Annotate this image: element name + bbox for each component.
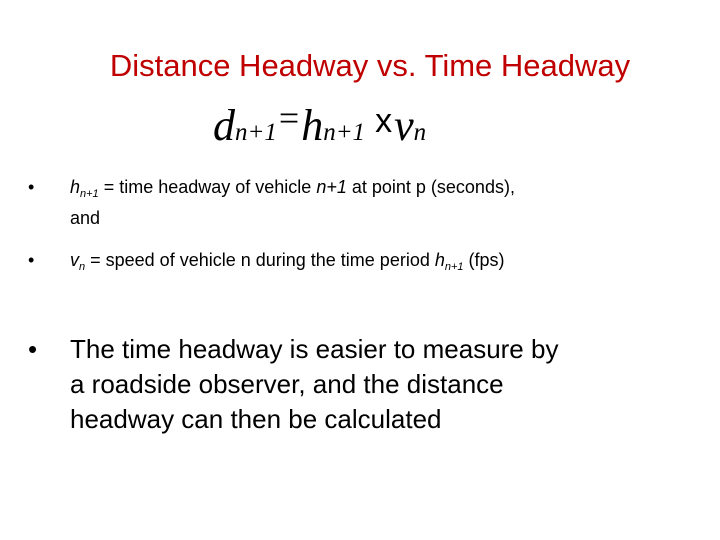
formula-v: v [394, 101, 414, 150]
bullet-line: a roadside observer, and the distance [70, 369, 504, 399]
bullet-body [70, 332, 558, 437]
bullet-marker: • [28, 334, 38, 364]
bullet-line-2: and [70, 208, 101, 228]
h-symbol: h [434, 250, 445, 270]
formula-d-subscript: n+1 [235, 119, 277, 146]
h-subscript: n+1 [444, 261, 464, 273]
bullet-text-end: (fps) [463, 250, 505, 270]
formula-h: h [301, 101, 324, 150]
bullet-text: = time headway of vehicle [98, 177, 317, 197]
v-symbol: v [70, 250, 79, 270]
formula-v-subscript: n [413, 119, 427, 146]
h-subscript: n+1 [80, 188, 99, 200]
v-subscript: n [79, 261, 86, 273]
bullet-marker: • [28, 250, 35, 270]
bullet-text-end: at point p (seconds), [346, 177, 515, 197]
bullet-text: = speed of vehicle n during the time period [85, 250, 435, 270]
bullet-marker: • [28, 177, 35, 197]
bullet-line [70, 175, 515, 206]
bullet-body [70, 248, 505, 279]
bullet-line: headway can then be calculated [70, 404, 442, 434]
headway-formula [213, 98, 427, 150]
formula-times: x [375, 102, 393, 140]
formula-equals: = [278, 98, 300, 138]
bullet-body [70, 175, 515, 230]
formula-h-subscript: n+1 [323, 119, 366, 146]
bullet-text-italic: n+1 [316, 177, 347, 197]
slide-title: Distance Headway vs. Time Headway [109, 48, 631, 83]
bullet-line: The time headway is easier to measure by [70, 334, 559, 364]
h-symbol: h [70, 177, 81, 197]
formula-d: d [213, 101, 235, 150]
